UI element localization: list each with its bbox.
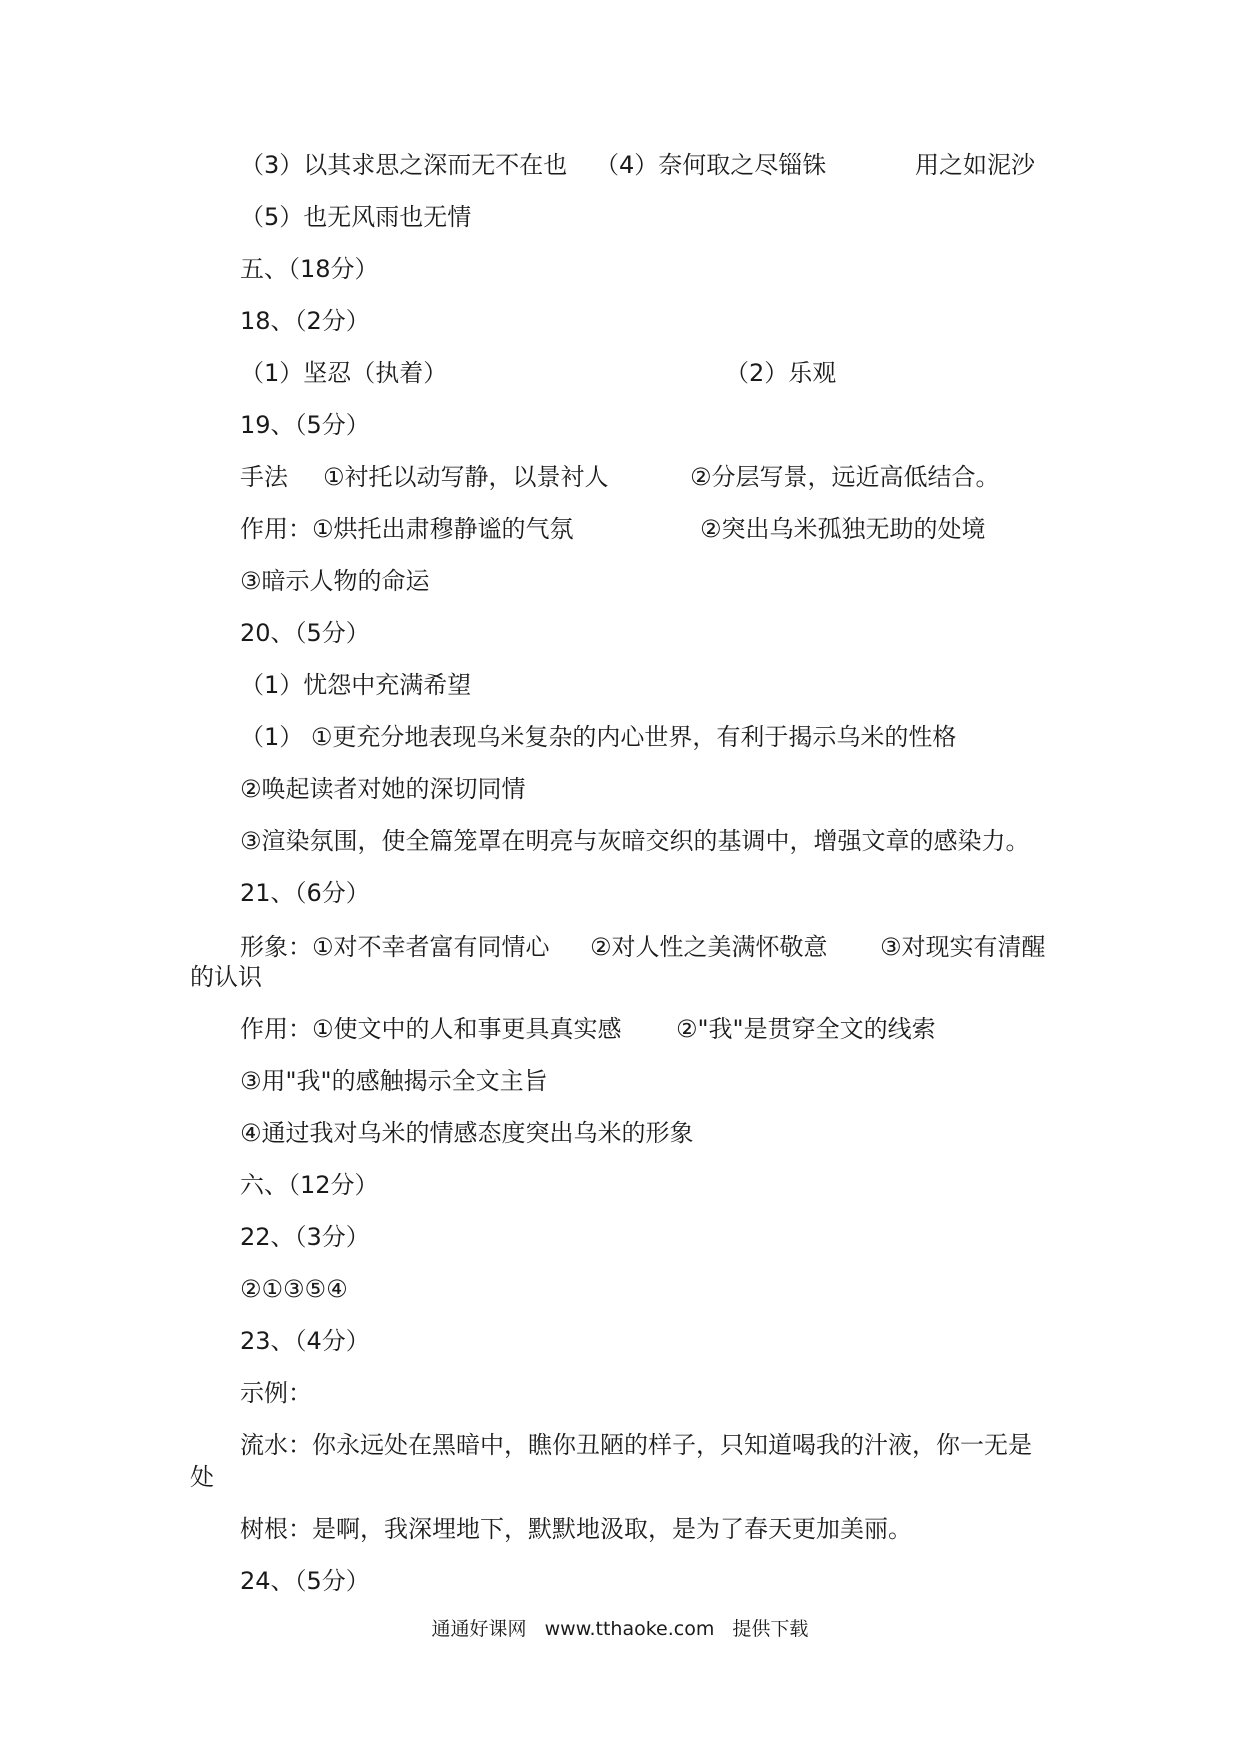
q21-image-3-cont: 的认识 (190, 963, 262, 991)
question-24-heading: 24、（5分） (240, 1567, 370, 1595)
q21-effect-4: ④通过我对乌米的情感态度突出乌米的形象 (240, 1119, 694, 1147)
q21-image-2: ②对人性之美满怀敬意 (590, 933, 828, 961)
q21-image-3: ③对现实有清醒 (880, 933, 1046, 961)
q19-effect-1: 作用：①烘托出肃穆静谧的气氛 (240, 515, 574, 543)
footer-url: www.tthaoke.com (544, 1618, 715, 1640)
question-18-heading: 18、（2分） (240, 307, 370, 335)
q19-technique-label: 手法 (240, 463, 288, 491)
q19-technique-1: ①衬托以动写静，以景衬人 (323, 463, 609, 491)
question-23-heading: 23、（4分） (240, 1327, 370, 1355)
q20-answer-2: （1） ①更充分地表现乌米复杂的内心世界，有利于揭示乌米的性格 (240, 723, 957, 751)
q21-effect-3: ③用"我"的感触揭示全文主旨 (240, 1067, 548, 1095)
q18-answer-1: （1）坚忍（执着） (240, 359, 448, 387)
question-20-heading: 20、（5分） (240, 619, 370, 647)
section-heading-five: 五、（18分） (240, 255, 379, 283)
q21-effect-1: 作用：①使文中的人和事更具真实感 (240, 1015, 622, 1043)
footer-site-name: 通通好课网 (431, 1618, 527, 1640)
answer-line-4-cont: 用之如泥沙 (915, 151, 1035, 179)
answer-line-5: （5）也无风雨也无情 (240, 203, 472, 231)
q19-technique-2: ②分层写景，远近高低结合。 (690, 463, 1000, 491)
page-footer (0, 1617, 1240, 1641)
q23-dialogue-water: 流水：你永远处在黑暗中，瞧你丑陋的样子，只知道喝我的汁液，你一无是 (240, 1431, 1032, 1459)
q19-effect-3: ③暗示人物的命运 (240, 567, 430, 595)
answer-line-3: （3）以其求思之深而无不在也 (240, 151, 568, 179)
footer-note: 提供下载 (732, 1618, 809, 1640)
question-21-heading: 21、（6分） (240, 879, 370, 907)
q23-dialogue-root: 树根：是啊，我深埋地下，默默地汲取，是为了春天更加美丽。 (240, 1515, 912, 1543)
section-heading-six: 六、（12分） (240, 1171, 379, 1199)
q20-answer-2-point-3: ③渲染氛围，使全篇笼罩在明亮与灰暗交织的基调中，增强文章的感染力。 (240, 827, 1030, 855)
q18-answer-2: （2）乐观 (725, 359, 837, 387)
q23-example-label: 示例： (240, 1379, 312, 1407)
q22-answer: ②①③⑤④ (240, 1275, 348, 1303)
question-19-heading: 19、（5分） (240, 411, 370, 439)
q19-effect-2: ②突出乌米孤独无助的处境 (700, 515, 986, 543)
question-22-heading: 22、（3分） (240, 1223, 370, 1251)
q20-answer-2-point-2: ②唤起读者对她的深切同情 (240, 775, 526, 803)
answer-line-4: （4）奈何取之尽锱铢 (595, 151, 827, 179)
q21-image-1: 形象：①对不幸者富有同情心 (240, 933, 550, 961)
q23-dialogue-water-cont: 处 (190, 1463, 214, 1491)
q20-answer-1: （1）忧怨中充满希望 (240, 671, 472, 699)
q21-effect-2: ②"我"是贯穿全文的线索 (676, 1015, 936, 1043)
